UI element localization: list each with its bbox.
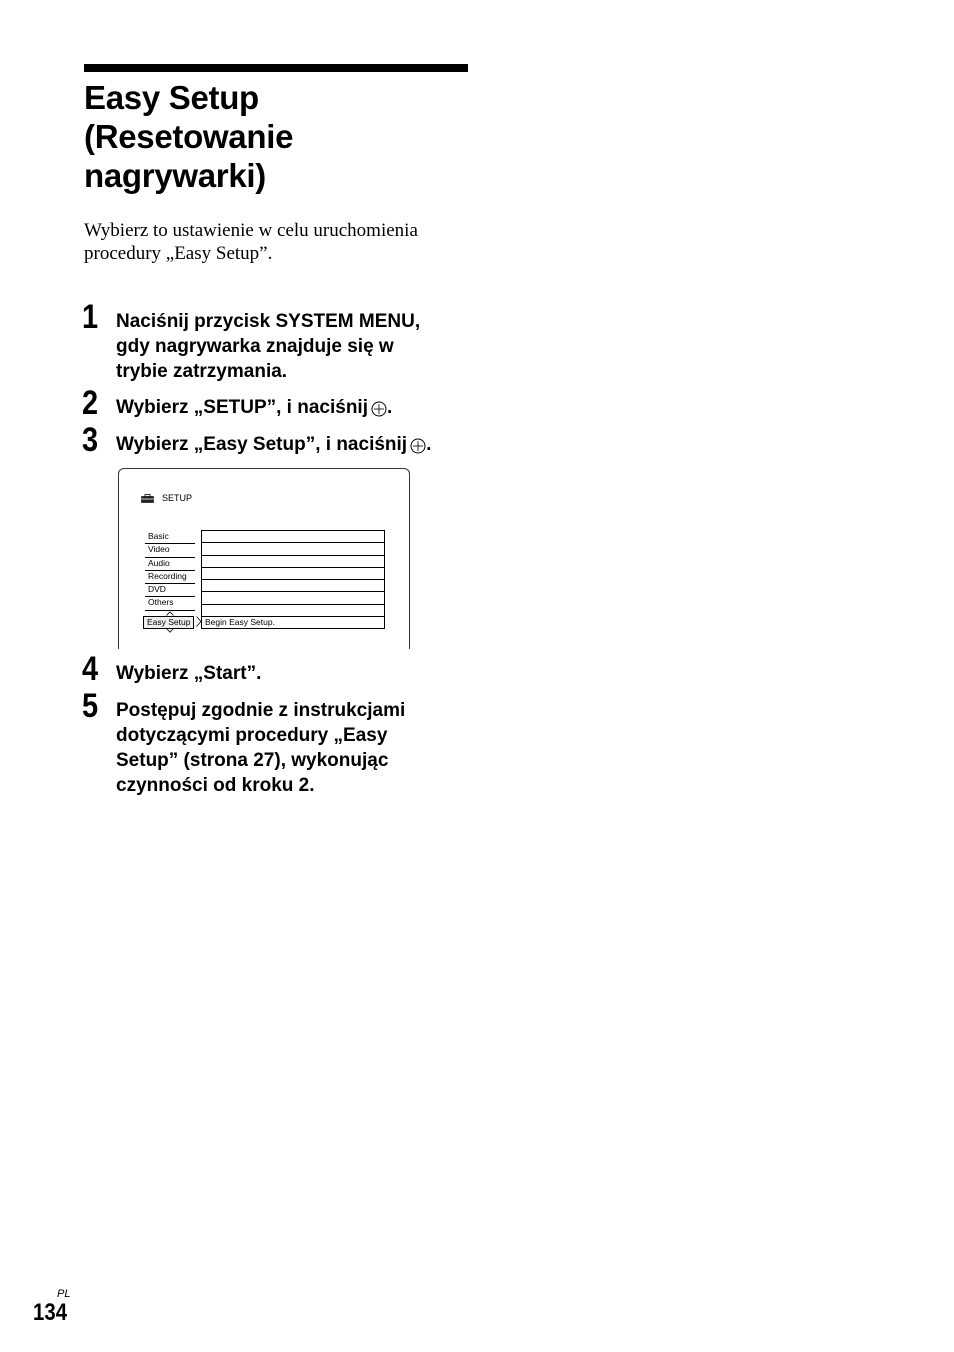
setup-detail-box <box>201 530 385 629</box>
step-2-suffix: . <box>387 397 393 418</box>
arrow-right-icon <box>196 616 202 627</box>
setup-menu-list <box>145 531 195 611</box>
menu-item-video[interactable]: Video <box>145 544 195 557</box>
enter-button-icon <box>410 438 426 454</box>
enter-button-icon <box>371 401 387 417</box>
detail-row <box>202 592 384 604</box>
detail-row <box>202 568 384 580</box>
step-1-line-1: Naciśnij przycisk SYSTEM MENU, <box>116 311 421 332</box>
step-number-4: 4 <box>82 650 99 688</box>
detail-row <box>202 543 384 555</box>
page-language-label: PL <box>57 1288 71 1300</box>
title-rule <box>84 64 468 72</box>
step-2-text: Wybierz „SETUP”, i naciśnij <box>116 397 368 418</box>
page-title <box>84 78 484 195</box>
step-number-2: 2 <box>82 384 99 422</box>
step-number-1: 1 <box>82 298 99 336</box>
step-1-line-2: gdy nagrywarka znajduje się w <box>116 336 394 357</box>
menu-item-audio[interactable]: Audio <box>145 558 195 571</box>
step-text-2 <box>116 395 476 420</box>
step-number-3: 3 <box>82 421 99 459</box>
step-number-5: 5 <box>82 687 99 725</box>
step-5-line-2: dotyczącymi procedury „Easy <box>116 725 388 746</box>
step-5-line-1: Postępuj zgodnie z instrukcjami <box>116 700 406 721</box>
step-text-3 <box>116 432 476 457</box>
menu-item-dvd[interactable]: DVD <box>145 584 195 597</box>
step-1-line-3: trybie zatrzymania. <box>116 361 288 382</box>
title-line-1: Easy Setup <box>84 79 259 116</box>
intro-paragraph <box>84 219 464 265</box>
menu-item-recording[interactable]: Recording <box>145 571 195 584</box>
intro-line-2: procedury „Easy Setup”. <box>84 243 273 264</box>
intro-line-1: Wybierz to ustawienie w celu uruchomienia <box>84 220 418 241</box>
detail-row <box>202 580 384 592</box>
menu-item-easy-setup[interactable]: Easy Setup <box>143 616 194 629</box>
detail-text: Begin Easy Setup. <box>205 617 275 627</box>
detail-row <box>202 605 384 617</box>
screen-header <box>141 493 192 503</box>
step-text-5 <box>116 698 476 798</box>
title-line-2: (Resetowanie <box>84 118 294 155</box>
detail-row <box>202 531 384 543</box>
toolbox-icon <box>141 494 154 503</box>
step-text-4 <box>116 661 476 686</box>
detail-row <box>202 556 384 568</box>
step-text-1 <box>116 309 476 384</box>
menu-item-basic[interactable]: Basic <box>145 531 195 544</box>
step-5-line-4: czynności od kroku 2. <box>116 775 315 796</box>
title-line-3: nagrywarki) <box>84 157 266 194</box>
step-5-line-3: Setup” (strona 27), wykonując <box>116 750 389 771</box>
arrow-down-icon <box>166 628 174 633</box>
menu-item-others[interactable]: Others <box>145 597 195 610</box>
step-3-text: Wybierz „Easy Setup”, i naciśnij <box>116 434 408 455</box>
screen-header-label: SETUP <box>162 493 193 503</box>
setup-screen-illustration <box>118 468 410 649</box>
arrow-up-icon <box>166 611 174 616</box>
step-3-suffix: . <box>426 434 432 455</box>
step-4-text: Wybierz „Start”. <box>116 663 262 684</box>
page-number: 134 <box>33 1299 68 1326</box>
